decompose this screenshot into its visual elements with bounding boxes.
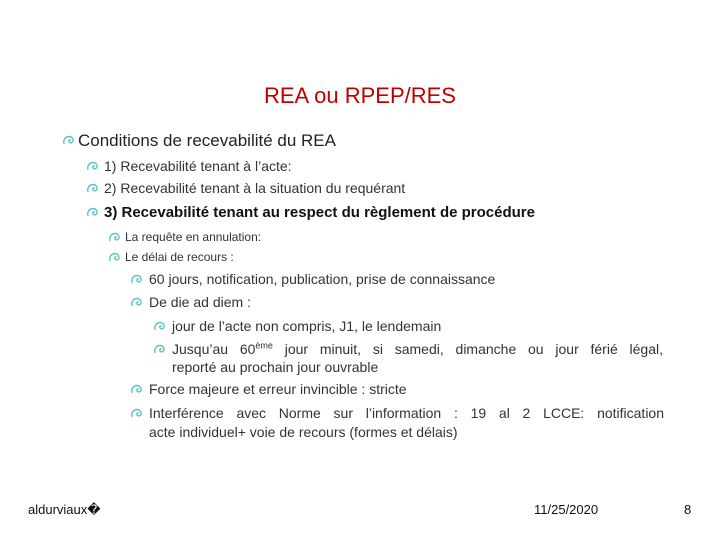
swirl-bullet-icon (108, 231, 121, 244)
swirl-bullet-icon (86, 206, 99, 219)
swirl-bullet-icon (153, 343, 166, 356)
detail-4-line2: acte individuel+ voie de recours (formes et délais) (149, 424, 458, 440)
bullet-detail-4 (130, 405, 664, 421)
bullet-detail-3 (130, 381, 407, 397)
swirl-bullet-icon (130, 273, 143, 286)
item-1-text: 1) Recevabilité tenant à l’acte: (104, 158, 292, 174)
bullet-detail-1 (130, 271, 495, 287)
detail-1-text: 60 jours, notification, publication, prise de connaissance (149, 271, 496, 287)
bullet-item-3 (86, 204, 535, 221)
detail-2b-sup: ème (255, 340, 273, 351)
footer-date: 11/25/2020 (534, 502, 599, 517)
footer-page-number: 8 (684, 502, 692, 517)
swirl-bullet-icon (130, 407, 143, 420)
detail-4-line1: Interférence avec Norme sur l’information : 19 al 2 LCCE: notification (149, 405, 664, 421)
swirl-bullet-icon (62, 134, 75, 147)
item-3-text: 3) Recevabilité tenant au respect du règlement de procédure (104, 204, 535, 221)
detail-2-text: De die ad diem : (149, 294, 251, 310)
swirl-bullet-icon (108, 251, 121, 264)
bullet-detail-2 (130, 294, 251, 310)
swirl-bullet-icon (130, 383, 143, 396)
sub-2-text: Le délai de recours : (125, 250, 234, 264)
detail-2b-continuation: reporté au prochain jour ouvrable (172, 359, 379, 375)
heading-text: Conditions de recevabilité du REA (78, 131, 336, 150)
detail-2b-text (172, 341, 663, 357)
swirl-bullet-icon (153, 320, 166, 333)
swirl-bullet-icon (86, 182, 99, 195)
detail-3-text: Force majeure et erreur invincible : stricte (149, 381, 407, 397)
bullet-sub-1 (108, 230, 261, 244)
swirl-bullet-icon (86, 160, 99, 173)
detail-2b-post: jour minuit, si samedi, dimanche ou jour férié légal, (272, 341, 663, 357)
detail-2a-text: jour de l’acte non compris, J1, le lendemain (172, 318, 442, 334)
bullet-detail-2b (153, 341, 663, 357)
swirl-bullet-icon (130, 296, 143, 309)
slide-title: REA ou RPEP/RES (264, 83, 456, 108)
detail-2b-pre: Jusqu’au 60 (172, 341, 256, 357)
bullet-heading (62, 131, 336, 151)
bullet-sub-2 (108, 250, 234, 264)
footer-author: aldurviaux� (28, 502, 101, 517)
bullet-item-1 (86, 158, 292, 174)
item-2-text: 2) Recevabilité tenant à la situation du requérant (104, 180, 406, 196)
bullet-detail-2a (153, 318, 441, 334)
sub-1-text: La requête en annulation: (125, 230, 262, 244)
bullet-item-2 (86, 180, 405, 196)
